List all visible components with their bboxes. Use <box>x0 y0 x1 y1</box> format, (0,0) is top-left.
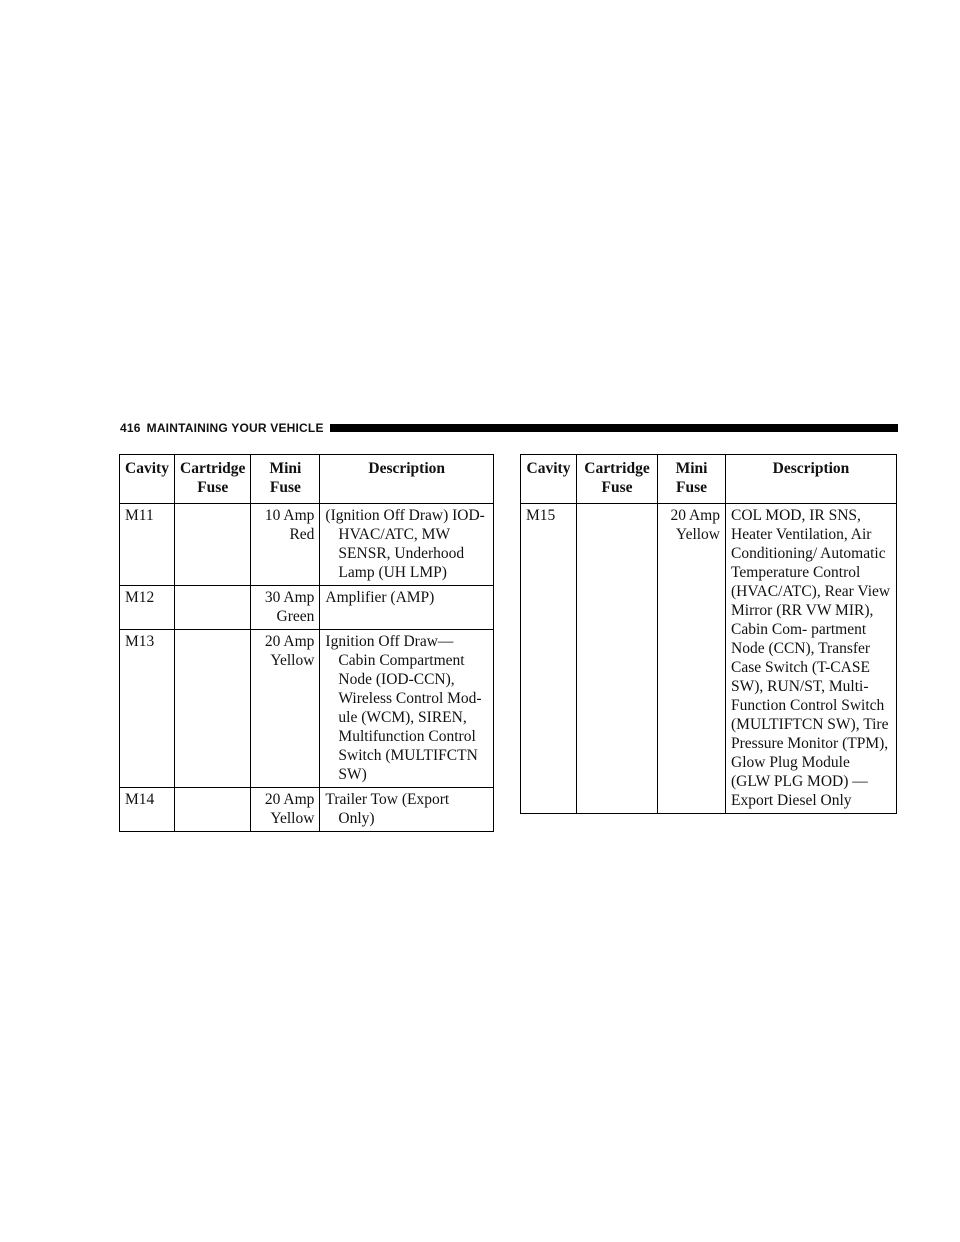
col-header-mini-fuse: Mini Fuse <box>251 455 320 504</box>
table-row <box>120 586 494 630</box>
cell-cartridge <box>577 504 658 814</box>
col-header-cartridge-fuse: Cartridge Fuse <box>577 455 658 504</box>
cell-cartridge <box>175 504 251 586</box>
col-header-mini-fuse: Mini Fuse <box>658 455 726 504</box>
header-rule <box>330 424 898 432</box>
cell-cavity: M12 <box>120 586 175 630</box>
cell-cartridge <box>175 586 251 630</box>
cell-mini: 30 Amp Green <box>251 586 320 630</box>
cell-description: COL MOD, IR SNS, Heater Ventilation, Air Conditioning/ Automatic Temperature Control (HVAC/ATC), Rear View Mirror (RR VW MIR), Cabin Com- partment Node (CCN), Transfer Case Switch (T-CASE SW), RUN/ST, Multi-Function Control Switch (MULTIFTCN SW), Tire Pressure Monitor (TPM), Glow Plug Module (GLW PLG MOD) — Export Diesel Only <box>726 504 897 814</box>
table-row <box>120 788 494 832</box>
cell-mini: 20 Amp Yellow <box>658 504 726 814</box>
cell-description: (Ignition Off Draw) IOD-HVAC/ATC, MW SENSR, Underhood Lamp (UH LMP) <box>320 504 494 586</box>
table-row <box>120 630 494 788</box>
col-header-description: Description <box>726 455 897 504</box>
cell-cavity: M15 <box>521 504 577 814</box>
cell-cartridge <box>175 788 251 832</box>
table-row <box>521 504 897 814</box>
fuse-table-left <box>119 454 494 832</box>
cell-description: Amplifier (AMP) <box>320 586 494 630</box>
col-header-cavity: Cavity <box>120 455 175 504</box>
col-header-description: Description <box>320 455 494 504</box>
cell-mini: 20 Amp Yellow <box>251 788 320 832</box>
cell-description: Trailer Tow (Export Only) <box>320 788 494 832</box>
cell-cartridge <box>175 630 251 788</box>
cell-mini: 10 Amp Red <box>251 504 320 586</box>
cell-cavity: M14 <box>120 788 175 832</box>
cell-mini: 20 Amp Yellow <box>251 630 320 788</box>
section-title: MAINTAINING YOUR VEHICLE <box>146 421 324 435</box>
col-header-cavity: Cavity <box>521 455 577 504</box>
table-row <box>120 504 494 586</box>
cell-description: Ignition Off Draw— Cabin Compartment Node (IOD-CCN), Wireless Control Mod- ule (WCM), SIREN, Multifunction Control Switch (MULTIFCTN SW) <box>320 630 494 788</box>
table-header-row <box>521 455 897 504</box>
col-header-cartridge-fuse: Cartridge Fuse <box>175 455 251 504</box>
table-header-row <box>120 455 494 504</box>
fuse-table-right <box>520 454 897 814</box>
cell-cavity: M13 <box>120 630 175 788</box>
page-number: 416 <box>120 421 141 435</box>
page-header <box>120 419 898 437</box>
cell-cavity: M11 <box>120 504 175 586</box>
